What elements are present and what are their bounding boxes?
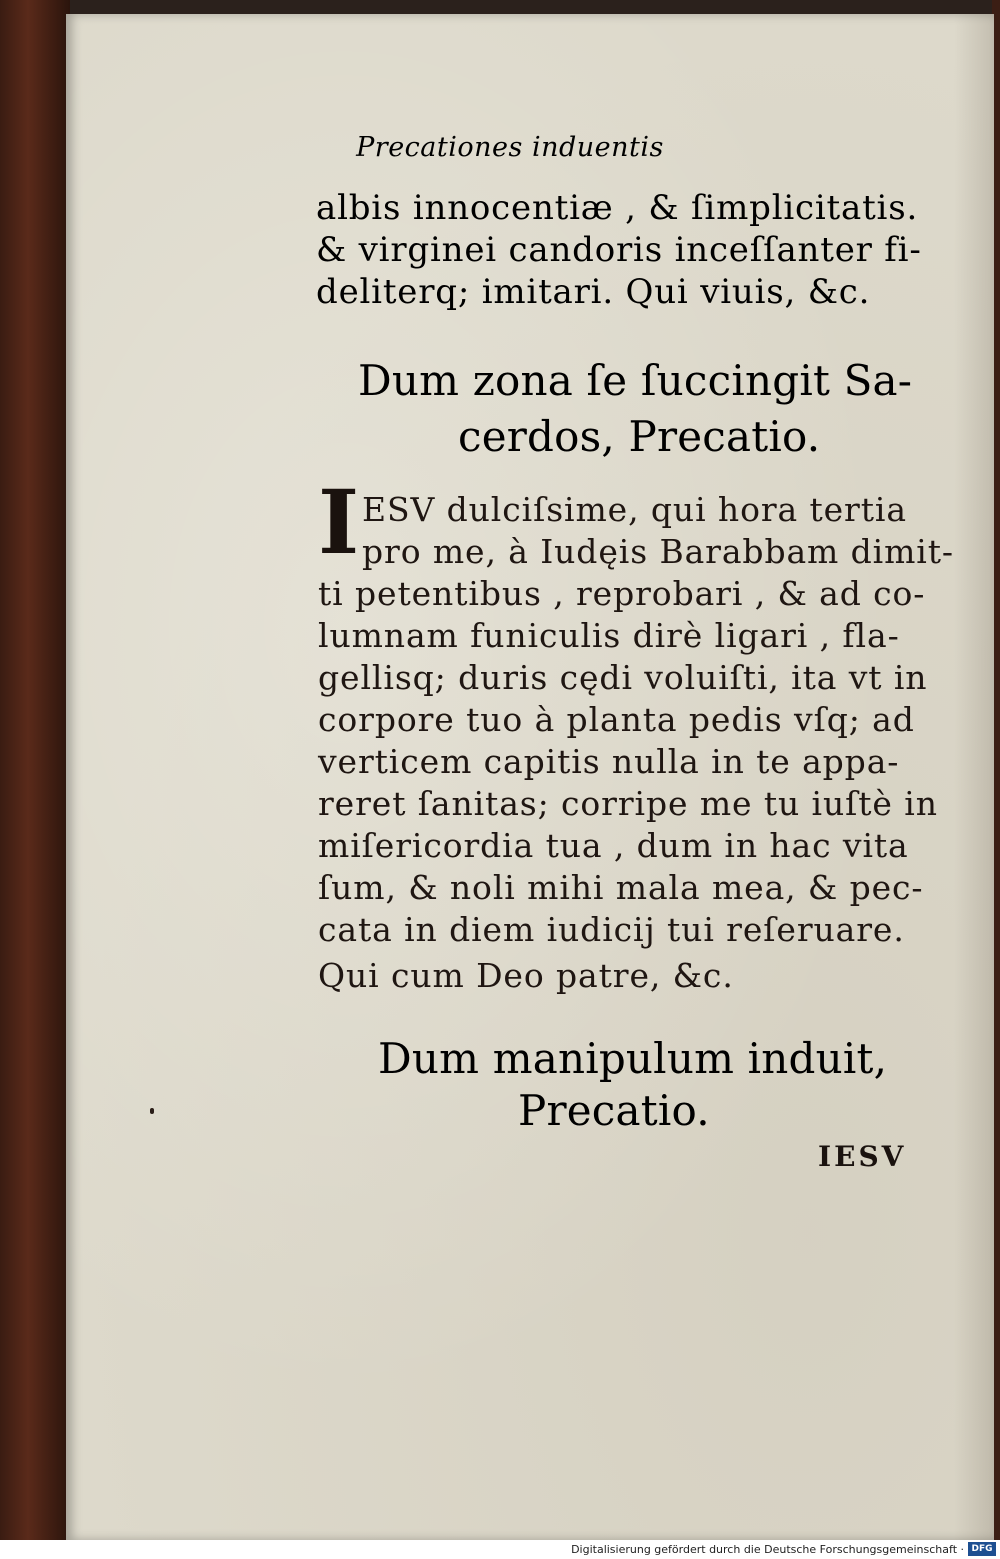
text-line: deliterq; imitari. Qui viuis, &c. [316, 272, 871, 312]
text-line: ſum, & noli mihi mala mea, & pec- [318, 868, 924, 907]
section-heading: Precatio. [518, 1086, 710, 1135]
book-binding-edge [0, 0, 70, 1540]
text-line: reret ſanitas; corripe me tu iuſtè in [318, 784, 938, 823]
section-heading: Dum manipulum induit, [378, 1034, 888, 1083]
text-line: ESV dulciſsime, qui hora tertia [362, 490, 907, 529]
text-line: gellisq; duris cędi voluiſti, ita vt in [318, 658, 928, 697]
text-line: ti petentibus , reprobari , & ad co- [318, 574, 926, 613]
text-line: verticem capitis nulla in te appa- [318, 742, 900, 781]
dfg-logo: DFG [968, 1542, 996, 1556]
page-shadow [954, 14, 994, 1540]
text-line: Qui cum Deo patre, &c. [318, 956, 734, 995]
text-line: lumnam funiculis dirè ligari , fla- [318, 616, 900, 655]
section-heading: cerdos, Precatio. [458, 412, 821, 461]
text-line: miſericordia tua , dum in hac vita [318, 826, 909, 865]
text-line: & virginei candoris inceſſanter fi- [316, 230, 922, 270]
catchword: IESV [818, 1140, 907, 1173]
text-line: cata in diem iudicij tui reſeruare. [318, 910, 905, 949]
text-line: pro me, à Iudęis Barabbam dimit- [362, 532, 954, 571]
footer-credit: Digitalisierung gefördert durch die Deutsche Forschungsgemeinschaft · [571, 1543, 964, 1556]
running-head: Precationes induentis [356, 132, 664, 163]
section-heading: Dum zona ſe ſuccingit Sa- [358, 356, 913, 405]
text-line: corpore tuo à planta pedis vſq; ad [318, 700, 915, 739]
drop-initial: I [318, 470, 360, 574]
ink-spot [150, 1108, 154, 1114]
text-line: albis innocentiæ , & ſimplicitatis. [316, 188, 919, 228]
